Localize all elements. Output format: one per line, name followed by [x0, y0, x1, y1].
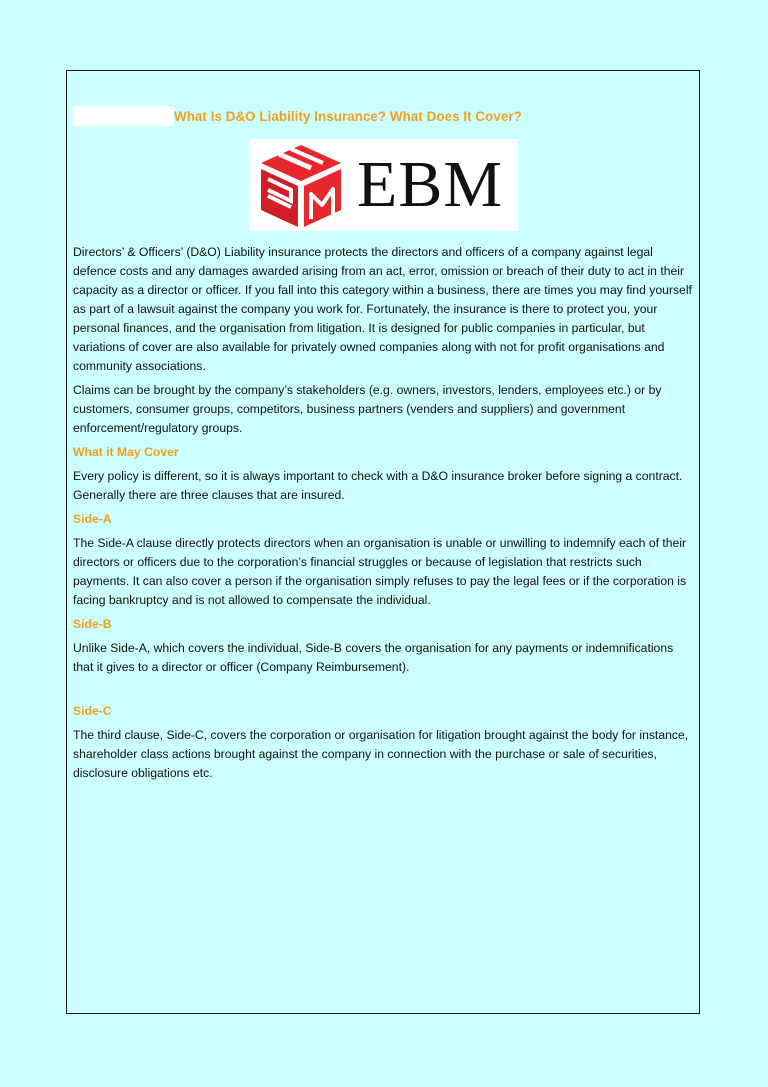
- side-a-paragraph: The Side-A clause directly protects directors when an organisation is unable or unwilling to indemnify each of their directors or officers due to the corporation’s financial struggles or because of legislation that restricts such payments. It can also cover a person if the organisation simply refuses to pay the legal fees or if the corporation is facing bankruptcy and is not allowed to compensate the individual.: [73, 536, 687, 607]
- title-row: [73, 106, 522, 126]
- side-b-heading: Side-B: [73, 617, 112, 631]
- document-body: [73, 243, 695, 788]
- cover-paragraph: Every policy is different, so it is always important to check with a D&O insurance broker before signing a contract. Generally there are three clauses that are insured.: [73, 469, 683, 502]
- side-c-paragraph: The third clause, Side-C, covers the corporation or organisation for litigation brought against the body for instance, shareholder class actions brought against the company in connection with the purchase or sale of securities, disclosure obligations etc.: [73, 728, 689, 780]
- side-a-heading: Side-A: [73, 512, 112, 526]
- title-highlight: [73, 106, 174, 126]
- cover-heading: What it May Cover: [73, 445, 179, 459]
- side-c-heading: Side-C: [73, 704, 112, 718]
- claims-paragraph: Claims can be brought by the company’s stakeholders (e.g. owners, investors, lenders, employees etc.) or by customers, consumer groups, competitors, business partners (venders and suppliers) and government enforcement/regulatory groups.: [73, 383, 662, 435]
- spacer: [73, 682, 695, 702]
- intro-paragraph: Directors’ & Officers’ (D&O) Liability insurance protects the directors and officers of a company against legal defence costs and any damages awarded arising from an act, error, omission or breach of their duty to act in their capacity as a director or officer. If you fall into this category within a business, there are times you may find yourself as part of a lawsuit against the company you work for. Fortunately, the insurance is there to protect you, your personal finances, and the organisation from litigation. It is designed for public companies in particular, but variations of cover are also available for privately owned companies along with not for profit organisations and community associations.: [73, 245, 692, 373]
- ebm-cube-logo-icon: [249, 139, 359, 231]
- ebm-logo-text: EBM: [357, 148, 504, 221]
- side-b-paragraph: Unlike Side-A, which covers the individual, Side-B covers the organisation for any payments or indemnifications that it gives to a director or officer (Company Reimbursement).: [73, 641, 674, 674]
- document-title: What Is D&O Liability Insurance? What Does It Cover?: [174, 108, 522, 124]
- ebm-logo: [249, 139, 518, 231]
